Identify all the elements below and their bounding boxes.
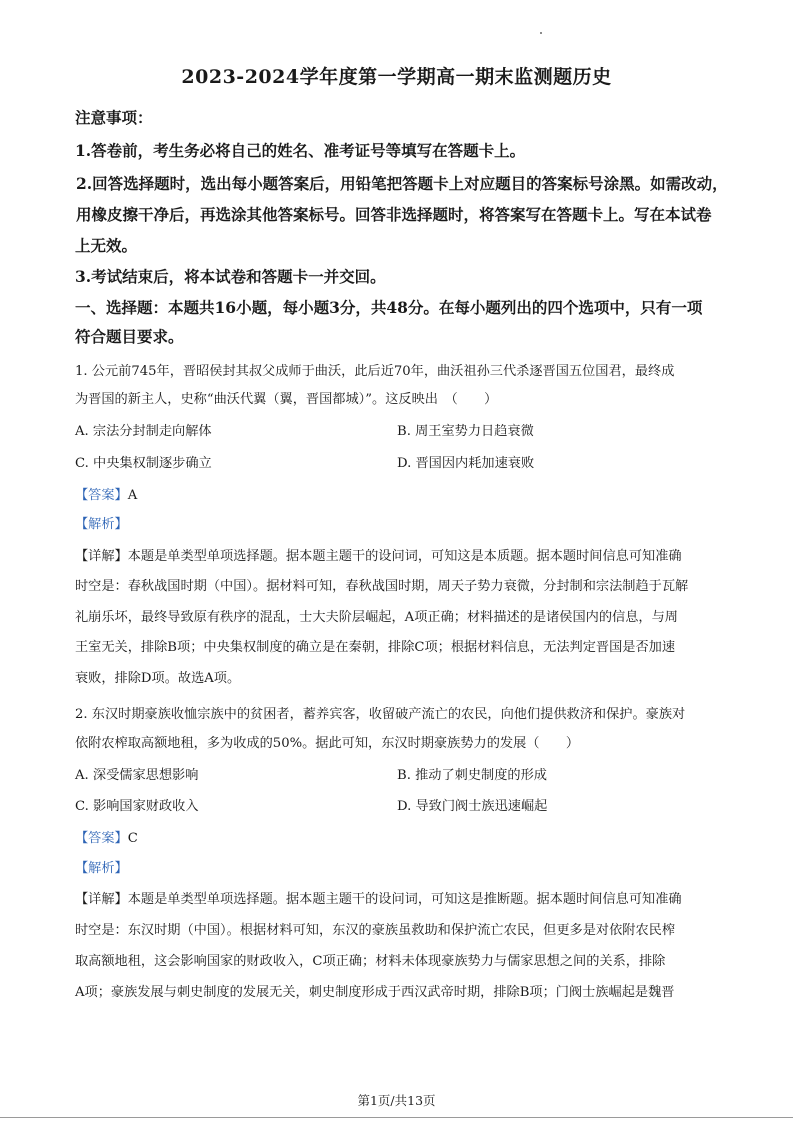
q2-detail-line-1: 【详解】本题是单类型单项选择题。据本题主题干的设问词，可知这是推断题。据本题时间信息可知准确 (75, 892, 682, 907)
q2-option-c: C. 影响国家财政收入 (75, 799, 199, 814)
section-heading-line-2: 符合题目要求。 (75, 327, 184, 346)
q2-analysis-tag: 【解析】 (75, 861, 128, 876)
page-title: 2023-2024学年度第一学期高一期末监测题历史 (181, 66, 612, 88)
q2-detail-line-2: 时空是：东汉时期（中国）。根据材料可知，东汉的豪族虽救助和保护流亡农民，但更多是对依附农民榨 (75, 923, 676, 938)
notice-item-1: 1.答卷前，考生务必将自己的姓名、准考证号等填写在答题卡上。 (75, 141, 526, 160)
q2-option-b: B. 推动了刺史制度的形成 (397, 768, 547, 783)
q2-stem-line-2: 依附农榨取高额地租，多为收成的50%。据此可知，东汉时期豪族势力的发展（ ） (75, 736, 580, 751)
q1-option-a: A. 宗法分封制走向解体 (75, 424, 212, 439)
q2-option-a: A. 深受儒家思想影响 (75, 768, 199, 783)
q2-option-d: D. 导致门阀士族迅速崛起 (397, 799, 548, 814)
q1-option-c: C. 中央集权制逐步确立 (75, 456, 212, 471)
q1-detail-line-3: 礼崩乐坏，最终导致原有秩序的混乱，士大夫阶层崛起，A项正确；材料描述的是诸侯国内的信息，与周 (75, 610, 678, 625)
q1-option-b: B. 周王室势力日趋衰微 (397, 424, 534, 439)
q1-stem-line-2: 为晋国的新主人，史称“曲沃代翼（翼，晋国都城）”。这反映出 （ ） (75, 392, 498, 407)
q2-answer-tag: 【答案】 (75, 831, 128, 846)
q1-stem-line-1: 1. 公元前745年，晋昭侯封其叔父成师于曲沃，此后近70年，曲沃祖孙三代杀逐晋国五位国君，最终成 (75, 364, 675, 379)
q1-detail-line-4: 王室无关，排除B项；中央集权制度的确立是在秦朝，排除C项；根据材料信息，无法判定晋国是否加速 (75, 640, 676, 655)
scan-dot (540, 32, 542, 34)
q1-answer-value: A (127, 488, 138, 503)
q1-option-d: D. 晋国因内耗加速衰败 (397, 456, 535, 471)
notice-item-2-line-1: 2.回答选择题时，选出每小题答案后，用铅笔把答题卡上对应题目的答案标号涂黑。如需改动， (76, 174, 728, 193)
q1-analysis-tag: 【解析】 (75, 517, 128, 532)
q1-answer-row (75, 484, 137, 503)
q1-detail-line-2: 时空是：春秋战国时期（中国）。据材料可知，春秋战国时期，周天子势力衰微，分封制和宗法制趋于瓦解 (75, 579, 689, 594)
q2-detail-line-4: A项；豪族发展与刺史制度的发展无关，刺史制度形成于西汉武帝时期，排除B项；门阀士族崛起是魏晋 (75, 985, 675, 1000)
q1-detail-line-1: 【详解】本题是单类型单项选择题。据本题主题干的设问词，可知这是本质题。据本题时间信息可知准确 (75, 549, 682, 564)
bottom-divider (0, 1117, 793, 1118)
page-number: 第1页/共13页 (357, 1093, 436, 1108)
notice-item-3: 3.考试结束后，将本试卷和答题卡一并交回。 (75, 267, 386, 286)
section-heading-line-1: 一、选择题：本题共16小题，每小题3分，共48分。在每小题列出的四个选项中，只有一项 (75, 298, 703, 317)
q2-stem-line-1: 2. 东汉时期豪族收恤宗族中的贫困者，蓄养宾客，收留破产流亡的农民，向他们提供救济和保护。豪族对 (75, 707, 686, 722)
q2-answer-value: C (127, 831, 138, 846)
q1-answer-tag: 【答案】 (75, 488, 128, 503)
q2-detail-line-3: 取高额地租，这会影响国家的财政收入，C项正确；材料未体现豪族势力与儒家思想之间的关系，排除 (75, 954, 666, 969)
q2-answer-row (75, 827, 138, 846)
notice-item-2-line-2: 用橡皮擦干净后，再选涂其他答案标号。回答非选择题时，将答案写在答题卡上。写在本试卷 (76, 205, 712, 224)
notice-heading: 注意事项： (75, 108, 153, 127)
notice-item-2-line-3: 上无效。 (75, 236, 138, 255)
q1-detail-line-5: 衰败，排除D项。故选A项。 (75, 671, 241, 686)
